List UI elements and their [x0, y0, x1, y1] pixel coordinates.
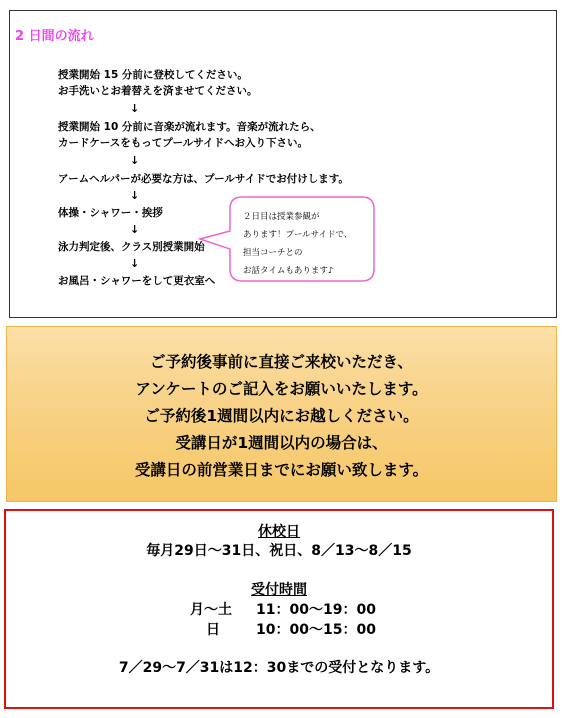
notice-line: ご予約後1週間以内にお越しください。: [144, 407, 419, 425]
flow-arrow: ↓: [130, 257, 140, 270]
flow-step-4: [58, 205, 163, 221]
flow-arrow: ↓: [130, 189, 140, 202]
flow-panel: [9, 10, 557, 318]
notice-line: 受講日の前営業日までにお願い致します。: [134, 461, 429, 479]
speech-bubble-text: [243, 208, 352, 280]
flow-step-4-line-1: 体操・シャワー・挨拶: [58, 207, 163, 219]
bubble-line: お話タイムもあります♪: [243, 266, 334, 276]
flow-step-1: [58, 67, 258, 99]
flow-step-3: [58, 171, 349, 187]
hours-time-value: 10：00～15：00: [256, 622, 376, 638]
reception-note: 7／29～7／31は12：30までの受付となります。: [118, 660, 440, 676]
flow-step-2-line-2: カードケースをもってプールサイドへお入り下さい。: [58, 137, 309, 149]
notice-line: 受講日が1週間以内の場合は、: [175, 434, 388, 452]
hours-row-sunday: [206, 619, 376, 639]
notice-line: ご予約後事前に直接ご来校いただき、: [150, 353, 413, 371]
reception-hours-heading: 受付時間: [251, 582, 307, 598]
hours-day-label: 月～土: [190, 602, 232, 618]
flow-title: 2 日間の流れ: [15, 29, 94, 44]
hours-day-label: 日: [206, 622, 220, 638]
hours-time-value: 11：00～19：00: [256, 602, 376, 618]
bubble-line: ２日目は授業参観が: [243, 212, 320, 222]
flow-step-6: [58, 273, 215, 289]
flow-arrow: ↓: [130, 223, 140, 236]
flow-step-1-line-2: お手洗いとお着替えを済ませてください。: [58, 85, 258, 97]
flow-step-5-line-1: 泳力判定後、クラス別授業開始: [58, 241, 205, 253]
flow-step-2: [58, 119, 321, 151]
reservation-notice: [6, 326, 557, 502]
hours-row-weekday: [190, 599, 376, 619]
flow-arrow: ↓: [130, 154, 140, 167]
bubble-line: あります！プールサイドで、: [243, 230, 353, 240]
flow-step-5: [58, 239, 205, 255]
speech-bubble: [228, 195, 374, 281]
flow-arrow: ↓: [130, 102, 140, 115]
hours-panel: [4, 509, 554, 709]
flow-step-6-line-1: お風呂・シャワーをして更衣室へ: [58, 275, 216, 287]
bubble-line: 担当コーチとの: [243, 248, 303, 258]
notice-text: [7, 349, 556, 484]
closed-days-heading: 休校日: [258, 524, 300, 540]
notice-line: アンケートのご記入をお願いいたします。: [135, 380, 428, 398]
flow-step-3-line-1: アームヘルパーが必要な方は、プールサイドでお付けします。: [58, 173, 349, 185]
closed-days-text: 毎月29日～31日、祝日、8／13～8／15: [146, 543, 412, 559]
flow-step-1-line-1: 授業開始 15 分前に登校してください。: [58, 69, 248, 81]
flow-step-2-line-1: 授業開始 10 分前に音楽が流れます。音楽が流れたら、: [58, 121, 321, 133]
